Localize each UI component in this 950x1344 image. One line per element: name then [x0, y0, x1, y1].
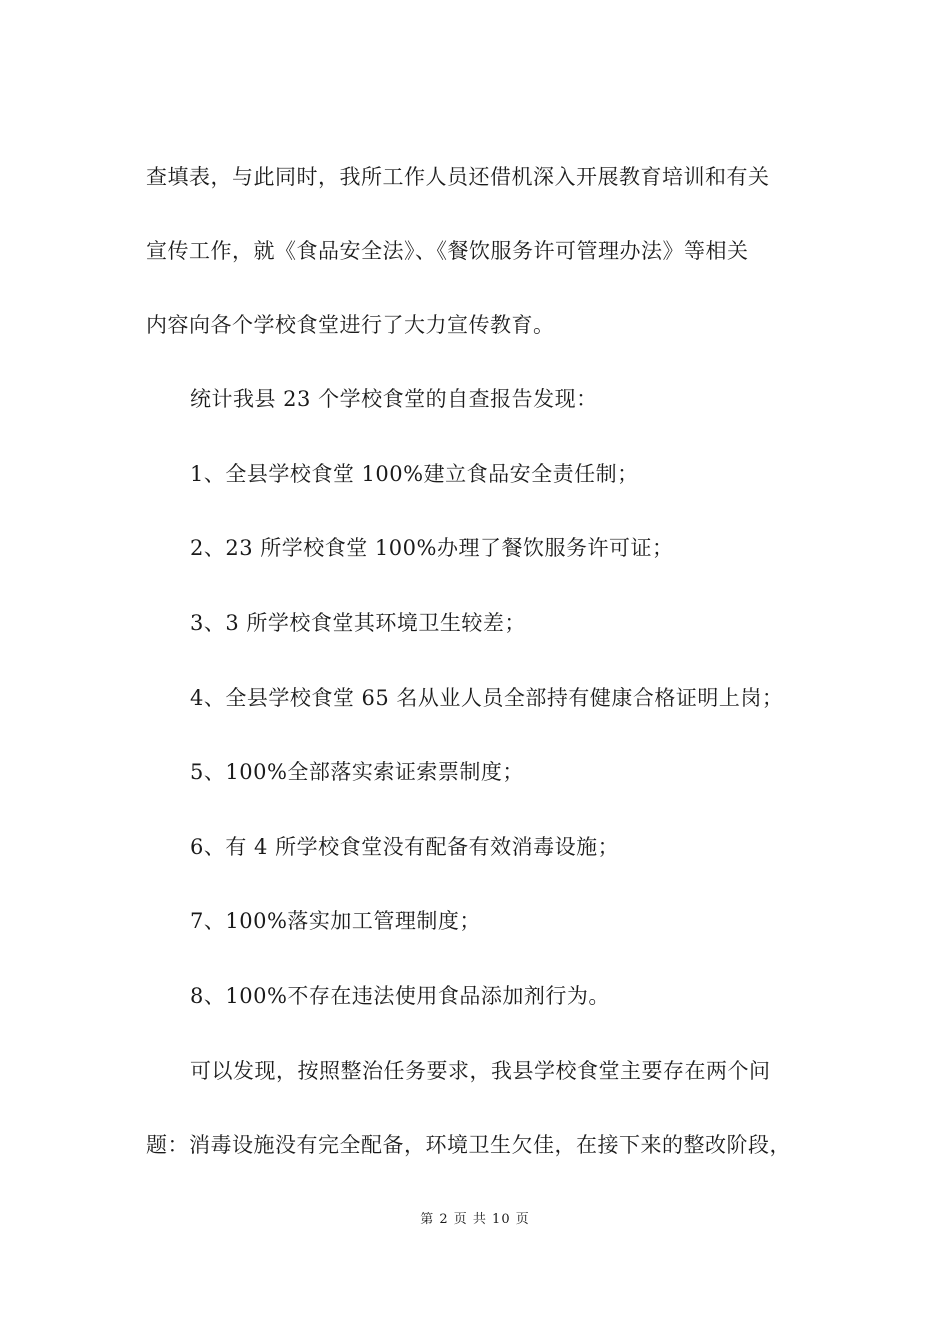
list-item: 7、100%落实加工管理制度；: [190, 909, 481, 933]
list-item: 4、全县学校食堂 65 名从业人员全部持有健康合格证明上岗；: [190, 686, 784, 710]
paragraph-line: 可以发现，按照整治任务要求，我县学校食堂主要存在两个问: [190, 1059, 771, 1083]
paragraph-line: 统计我县 23 个学校食堂的自查报告发现：: [190, 387, 598, 411]
paragraph-line: 题：消毒设施没有完全配备，环境卫生欠佳，在接下来的整改阶段，: [146, 1133, 791, 1157]
list-item: 5、100%全部落实索证索票制度；: [190, 760, 524, 784]
paragraph-line: 宣传工作，就《食品安全法》、《餐饮服务许可管理办法》等相关: [146, 239, 749, 263]
list-item: 8、100%不存在违法使用食品添加剂行为。: [190, 984, 610, 1008]
list-item: 2、23 所学校食堂 100%办理了餐饮服务许可证；: [190, 536, 674, 560]
paragraph-line: 内容向各个学校食堂进行了大力宣传教育。: [146, 313, 555, 337]
page-number-footer: 第 2 页 共 10 页: [420, 1212, 530, 1227]
list-item: 3、3 所学校食堂其环境卫生较差；: [190, 611, 526, 635]
paragraph-line: 查填表，与此同时，我所工作人员还借机深入开展教育培训和有关: [146, 165, 770, 189]
list-item: 1、全县学校食堂 100%建立食品安全责任制；: [190, 462, 639, 486]
list-item: 6、有 4 所学校食堂没有配备有效消毒设施；: [190, 835, 620, 859]
